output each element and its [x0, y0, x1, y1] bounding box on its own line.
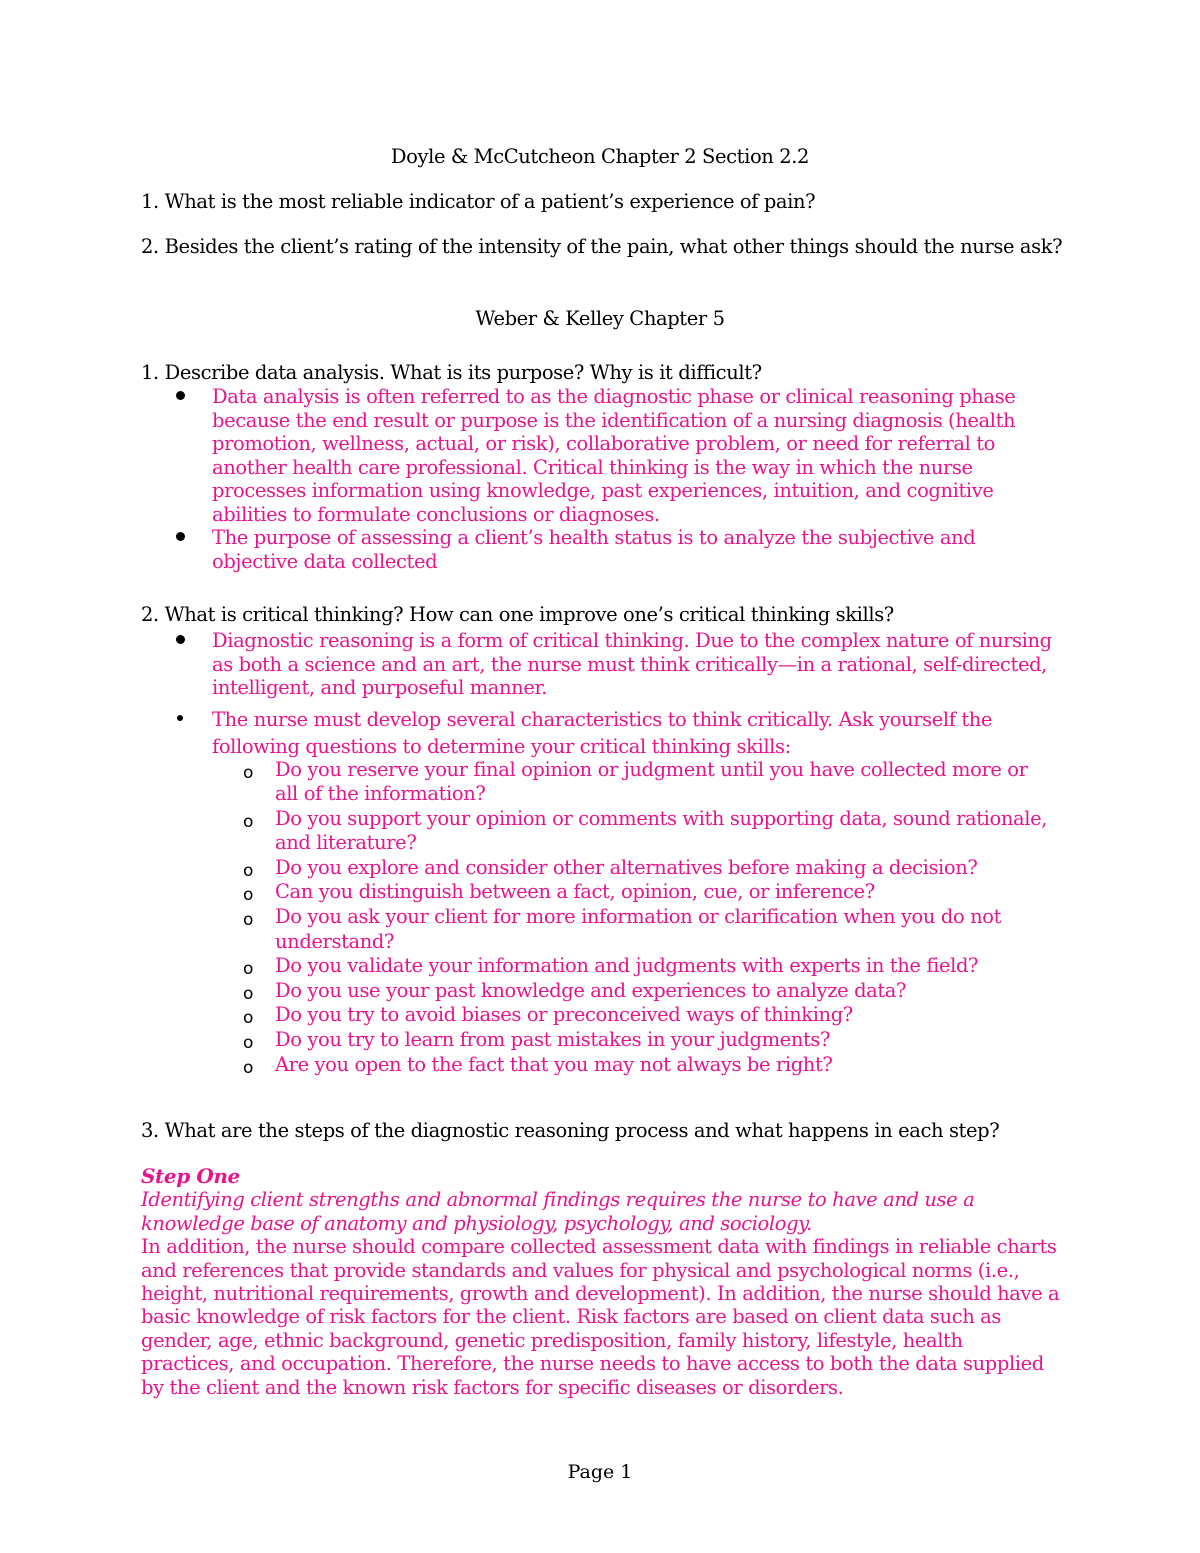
question-text: What is the most reliable indicator of a patient’s experience of pain?: [164, 190, 816, 213]
circle-bullet-icon: o: [243, 959, 254, 980]
sub-answer-text: Do you try to avoid biases or preconceived ways of thinking?: [275, 1003, 853, 1027]
sub-answer-item: [243, 1053, 1052, 1078]
circle-bullet-icon: o: [243, 983, 254, 1004]
question-number: 2.: [141, 235, 159, 258]
question-2-weber: [141, 603, 1061, 626]
question-3-weber: [141, 1119, 1061, 1142]
question-1-weber: [141, 361, 1061, 384]
step-body-text: In addition, the nurse should compare collected assessment data with findings in reliable charts and references that provide standards and values for physical and psychological norms (i.e., height, nutritional requirements, growth and development). In addition, the nurse should have a basic knowledge of risk factors for the client. Risk factors are based on client data such as gender, age, ethnic background, genetic predisposition, family history, lifestyle, health practices, and occupation. Therefore, the nurse needs to have access to both the data supplied by the client and the known risk factors for specific diseases or disorders.: [141, 1235, 1060, 1399]
section-title-doyle: Doyle & McCutcheon Chapter 2 Section 2.2: [390, 145, 810, 168]
circle-bullet-icon: o: [243, 762, 254, 783]
circle-bullet-icon: o: [243, 1008, 254, 1029]
circle-bullet-icon: o: [243, 910, 254, 931]
bullet-icon: [176, 391, 185, 400]
sub-answer-text: Do you reserve your final opinion or judgment until you have collected more or all of the information?: [275, 757, 1028, 806]
question-number: 2.: [141, 603, 159, 626]
circle-bullet-icon: o: [243, 811, 254, 832]
section-title-weber: Weber & Kelley Chapter 5: [475, 307, 725, 330]
question-number: 1.: [141, 361, 159, 384]
answer-text: The purpose of assessing a client’s health status is to analyze the subjective and objective data collected: [212, 526, 976, 573]
page-number: Page 1: [567, 1461, 633, 1483]
sub-answer-text: Do you validate your information and judgments with experts in the field?: [275, 954, 979, 978]
sub-answer-item: [243, 856, 1052, 881]
sub-answer-list: [243, 758, 1052, 1078]
step-one-block: [141, 1165, 1061, 1399]
circle-bullet-icon: o: [243, 860, 254, 881]
sub-answer-text: Do you ask your client for more information or clarification when you do not understand?: [275, 905, 1002, 953]
answer-item: [172, 706, 1052, 1078]
circle-bullet-icon: o: [243, 885, 254, 906]
answer-list-q1: [172, 385, 1052, 573]
sub-answer-text: Do you try to learn from past mistakes in your judgments?: [275, 1028, 831, 1052]
sub-answer-text: Can you distinguish between a fact, opinion, cue, or inference?: [275, 880, 875, 904]
bullet-icon: [177, 715, 183, 721]
question-2-doyle: [141, 235, 1061, 258]
answer-text: Diagnostic reasoning is a form of critical thinking. Due to the complex nature of nursing as both a science and an art, the nurse must think critically—in a rational, self-directed, intelligent, and purposeful manner.: [212, 629, 1052, 699]
question-1-doyle: [141, 190, 1061, 213]
sub-answer-text: Are you open to the fact that you may not always be right?: [275, 1052, 833, 1076]
answer-list-q2: [172, 629, 1052, 1077]
step-italic-text: Identifying client strengths and abnormal findings requires the nurse to have and use a knowledge base of anatomy and physiology, psychology, and sociology.: [141, 1188, 975, 1235]
question-text: Besides the client’s rating of the intensity of the pain, what other things should the nurse ask?: [164, 235, 1063, 258]
sub-answer-item: [243, 1003, 1052, 1028]
sub-answer-text: Do you use your past knowledge and experiences to analyze data?: [275, 978, 907, 1002]
circle-bullet-icon: o: [243, 1033, 254, 1054]
question-text: What is critical thinking? How can one improve one’s critical thinking skills?: [164, 603, 894, 626]
answer-item: [172, 629, 1052, 700]
question-number: 1.: [141, 190, 159, 213]
bullet-icon: [176, 635, 185, 644]
sub-answer-item: [243, 758, 1052, 807]
question-text: Describe data analysis. What is its purpose? Why is it difficult?: [164, 361, 762, 384]
step-title: Step One: [141, 1164, 240, 1188]
sub-answer-text: Do you explore and consider other alternatives before making a decision?: [275, 855, 978, 879]
circle-bullet-icon: o: [243, 1057, 254, 1078]
sub-answer-item: [243, 880, 1052, 905]
question-number: 3.: [141, 1119, 159, 1142]
sub-answer-text: Do you support your opinion or comments with supporting data, sound rationale, and literature?: [275, 806, 1048, 855]
answer-item: [172, 526, 1052, 573]
answer-item: [172, 385, 1052, 526]
sub-answer-item: [243, 1028, 1052, 1053]
sub-answer-item: [243, 954, 1052, 979]
sub-answer-item: [243, 979, 1052, 1004]
question-text: What are the steps of the diagnostic reasoning process and what happens in each step?: [164, 1119, 1000, 1142]
bullet-icon: [176, 532, 185, 541]
answer-text: The nurse must develop several characteristics to think critically. Ask yourself the following questions to determine your critical thinking skills:: [212, 707, 993, 758]
sub-answer-item: [243, 807, 1052, 856]
answer-text: Data analysis is often referred to as the diagnostic phase or clinical reasoning phase because the end result or purpose is the identification of a nursing diagnosis (health promotion, wellness, actual, or risk), collaborative problem, or need for referral to another health care professional. Critical thinking is the way in which the nurse processes information using knowledge, past experiences, intuition, and cognitive abilities to formulate conclusions or diagnoses.: [212, 385, 1016, 526]
sub-answer-item: [243, 905, 1052, 954]
